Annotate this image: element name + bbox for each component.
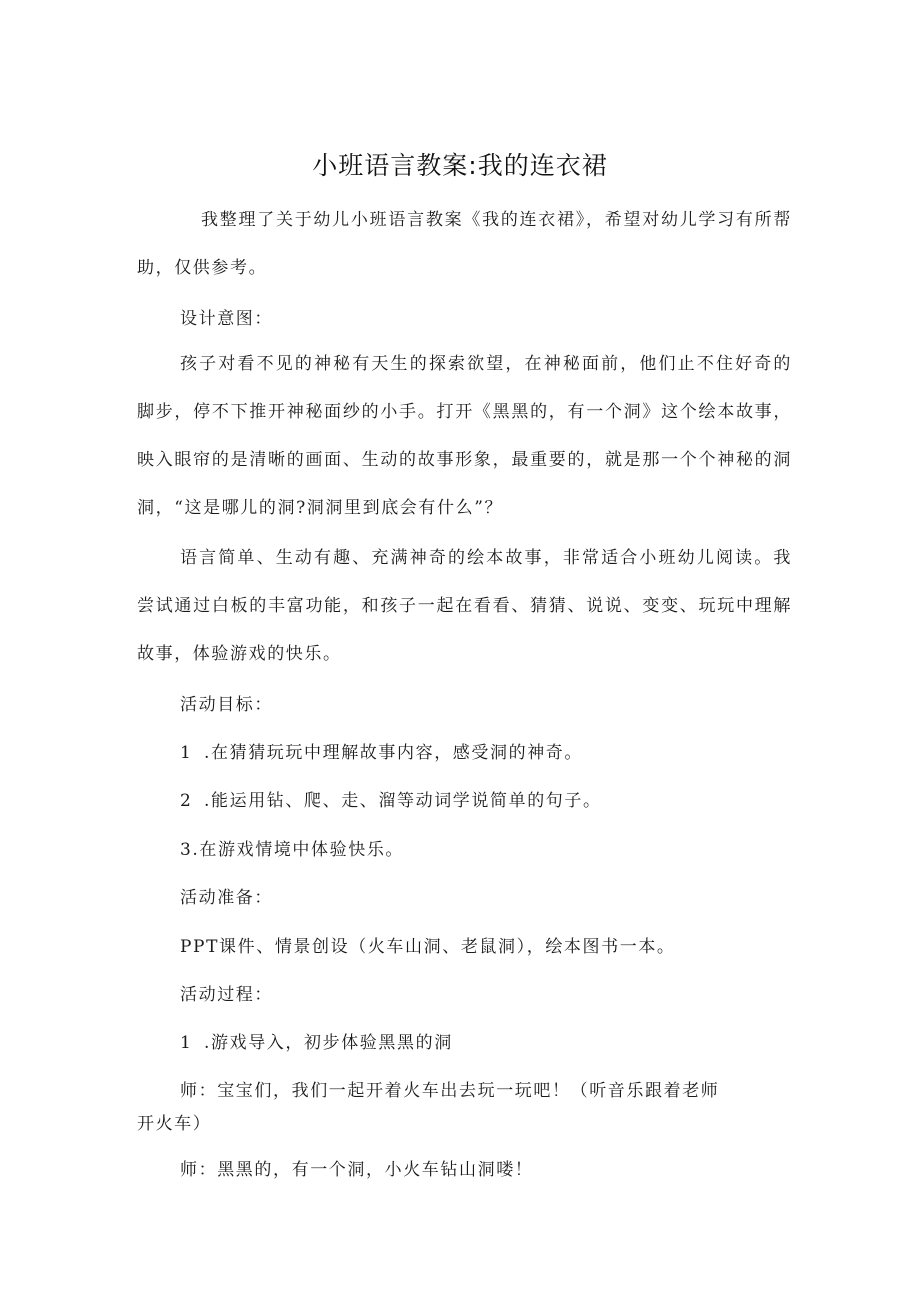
teacher-line-1-continued: 开火车） bbox=[137, 1114, 212, 1134]
design-heading: 设计意图： bbox=[180, 309, 273, 329]
goal-item-1 bbox=[180, 740, 583, 766]
prep-heading: 活动准备： bbox=[180, 888, 273, 908]
goal-number: 1 bbox=[180, 743, 193, 763]
step-1-heading bbox=[180, 1030, 453, 1056]
design-paragraph-1: 孩子对看不见的神秘有天生的探索欲望，在神秘面前，他们止不住好奇的脚步，停不下推开神秘面纱的小手。打开《黑黑的，有一个洞》这个绘本故事，映入眼帘的是清晰的画面、生动的故事形象，最重要的，就是那一个个神秘的洞洞，“这是哪儿的洞?洞洞里到底会有什么”？ bbox=[137, 354, 792, 518]
goals-heading: 活动目标： bbox=[180, 695, 273, 715]
document-title: 小班语言教案:我的连衣裙 bbox=[312, 151, 608, 180]
goal-item-3 bbox=[180, 837, 404, 863]
step-text: .游戏导入，初步体验黑黑的洞 bbox=[204, 1033, 453, 1053]
process-heading: 活动过程： bbox=[180, 985, 273, 1005]
design-paragraph-2: 语言简单、生动有趣、充满神奇的绘本故事，非常适合小班幼儿阅读。我尝试通过白板的丰富功能，和孩子一起在看看、猜猜、说说、变变、玩玩中理解故事，体验游戏的快乐。 bbox=[137, 548, 792, 664]
prep-text: PPT课件、情景创设（火车山洞、老鼠洞），绘本图书一本。 bbox=[180, 937, 676, 957]
teacher-line-1: 师：宝宝们，我们一起开着火车出去玩一玩吧！（听音乐跟着老师 bbox=[180, 1081, 720, 1101]
teacher-line-2: 师：黑黑的，有一个洞，小火车钻山洞喽！ bbox=[180, 1160, 534, 1180]
intro-paragraph: 我整理了关于幼儿小班语言教案《我的连衣裙》，希望对幼儿学习有所帮助，仅供参考。 bbox=[137, 210, 792, 278]
goal-text: 3.在游戏情境中体验快乐。 bbox=[180, 840, 405, 860]
step-number: 1 bbox=[180, 1033, 193, 1053]
goal-item-2 bbox=[180, 788, 602, 814]
goal-text: .在猜猜玩玩中理解故事内容，感受洞的神奇。 bbox=[204, 743, 584, 763]
goal-number: 2 bbox=[180, 791, 193, 811]
goal-text: .能运用钻、爬、走、溜等动词学说简单的句子。 bbox=[204, 791, 602, 811]
